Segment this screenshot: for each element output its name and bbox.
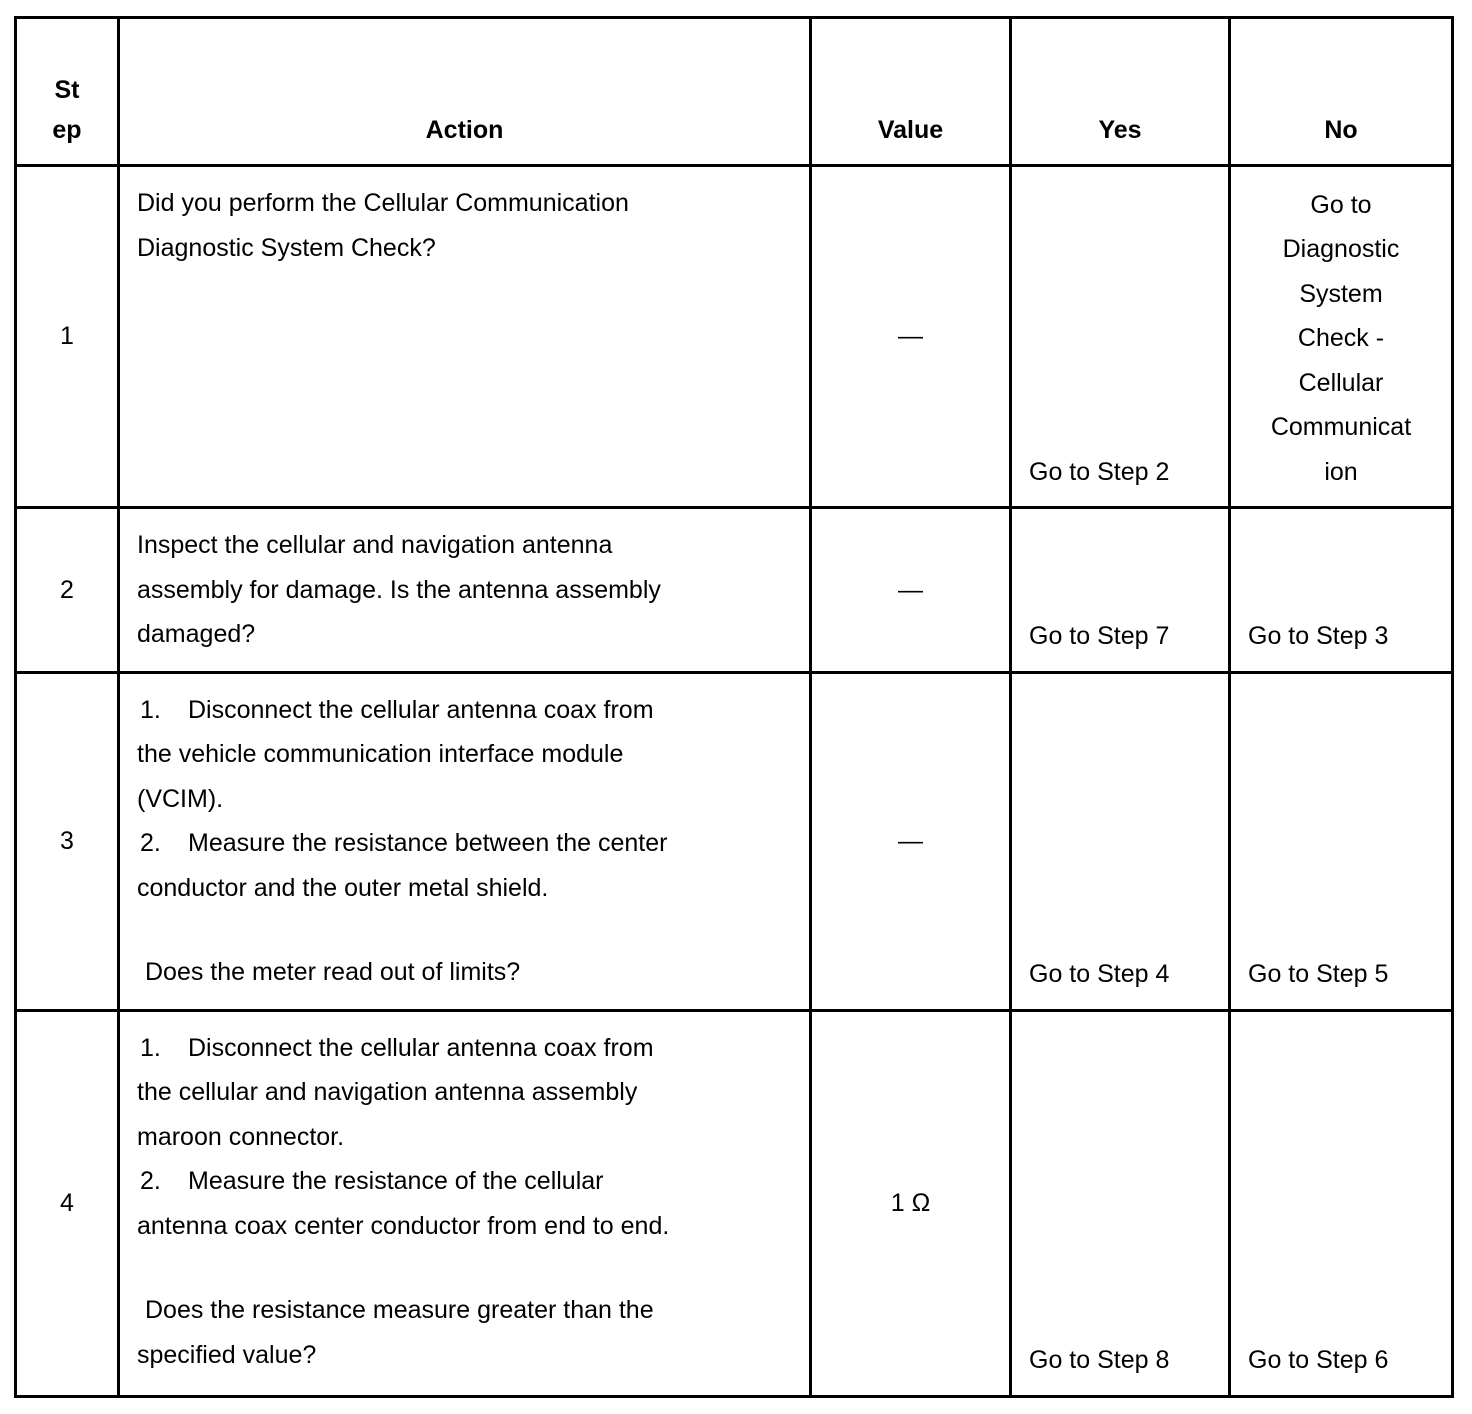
list-number: 2.: [140, 1167, 161, 1195]
no-cell: Go to Step 3: [1230, 508, 1453, 673]
no-line: System: [1299, 279, 1383, 308]
spacer: [137, 910, 799, 950]
action-line: the cellular and navigation antenna assembly: [137, 1078, 638, 1106]
action-line: assembly for damage. Is the antenna assembly: [137, 575, 661, 604]
no-line: Diagnostic: [1282, 235, 1400, 263]
action-line: Disconnect the cellular antenna coax from: [188, 1033, 654, 1062]
no-cell: [1230, 166, 1453, 508]
spacer: [137, 1248, 799, 1288]
action-line: damaged?: [137, 620, 256, 648]
yes-cell: Go to Step 7: [1011, 508, 1230, 673]
action-line: conductor and the outer metal shield.: [137, 873, 549, 902]
action-cell: [119, 166, 811, 508]
action-line: the vehicle communication interface module: [137, 740, 624, 768]
action-line: Diagnostic System Check?: [137, 233, 436, 262]
yes-cell: Go to Step 2: [1011, 166, 1230, 508]
action-cell: [119, 672, 811, 1010]
action-list-item: [137, 1159, 799, 1204]
action-list-item: [137, 688, 799, 733]
action-question: Does the resistance measure greater than the: [145, 1296, 654, 1324]
header-value: Value: [811, 18, 1011, 166]
action-line: antenna coax center conductor from end to end.: [137, 1211, 670, 1240]
action-cell: [119, 1010, 811, 1396]
action-question: Does the meter read out of limits?: [145, 958, 521, 986]
value-cell: —: [811, 508, 1011, 673]
no-line: Go to: [1310, 190, 1372, 219]
step-number: 1: [16, 166, 119, 508]
diagnostic-table: [14, 16, 1454, 1398]
action-cell: [119, 508, 811, 673]
action-line: Measure the resistance between the center: [188, 829, 668, 857]
header-row: [16, 18, 1453, 166]
table-row: [16, 508, 1453, 673]
no-line: Cellular: [1298, 368, 1384, 397]
yes-cell: Go to Step 8: [1011, 1010, 1230, 1396]
header-no: No: [1230, 18, 1453, 166]
no-line: Communicat: [1270, 413, 1412, 441]
action-line: Disconnect the cellular antenna coax from: [188, 695, 654, 724]
value-cell: —: [811, 166, 1011, 508]
action-line: (VCIM).: [137, 784, 224, 813]
header-step-line-1: St: [54, 76, 80, 104]
header-step-line-2: ep: [52, 116, 82, 144]
header-yes: Yes: [1011, 18, 1230, 166]
list-number: 1.: [140, 695, 161, 724]
header-step: [16, 18, 119, 166]
no-cell: Go to Step 6: [1230, 1010, 1453, 1396]
action-list-item: [137, 1026, 799, 1071]
action-line: Inspect the cellular and navigation antenna: [137, 531, 613, 559]
table-row: [16, 672, 1453, 1010]
yes-cell: Go to Step 4: [1011, 672, 1230, 1010]
table-row: [16, 1010, 1453, 1396]
action-line: maroon connector.: [137, 1122, 345, 1151]
no-cell: Go to Step 5: [1230, 672, 1453, 1010]
value-cell: 1 Ω: [811, 1010, 1011, 1396]
list-number: 1.: [140, 1033, 161, 1062]
header-action: Action: [119, 18, 811, 166]
action-line: Measure the resistance of the cellular: [188, 1167, 604, 1195]
no-line: Check -: [1297, 324, 1385, 352]
action-line: Did you perform the Cellular Communication: [137, 189, 629, 217]
list-number: 2.: [140, 829, 161, 857]
no-line: ion: [1324, 457, 1358, 486]
step-number: 3: [16, 672, 119, 1010]
action-line: specified value?: [137, 1340, 317, 1369]
step-number: 2: [16, 508, 119, 673]
value-cell: —: [811, 672, 1011, 1010]
step-number: 4: [16, 1010, 119, 1396]
table-row: [16, 166, 1453, 508]
action-list-item: [137, 821, 799, 866]
